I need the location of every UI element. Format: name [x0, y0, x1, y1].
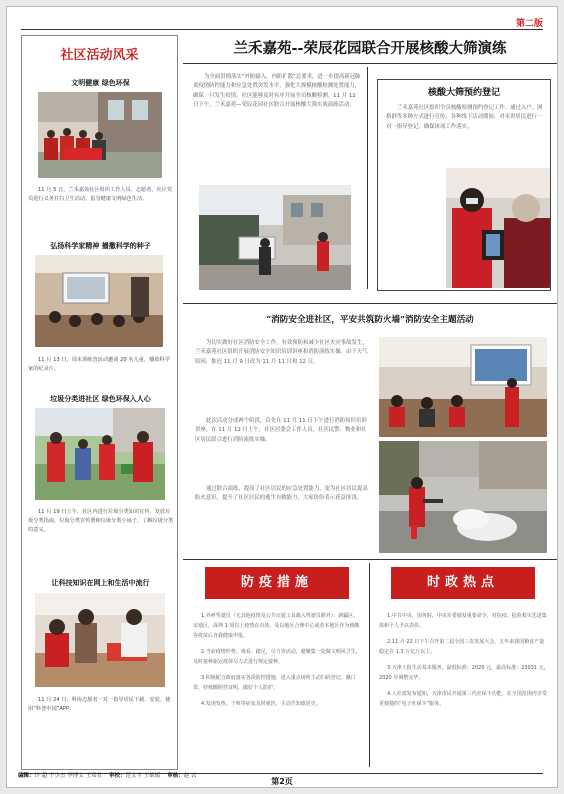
- cleanup-photo: [38, 92, 162, 178]
- section-rule: [183, 559, 557, 560]
- newspaper-page: [6, 6, 558, 788]
- article-text: 11 月 5 日，兰禾嘉苑社区组织工作人员、志愿者、社区党员进行义务打扫卫生活动，倡导健康文明绿色生活。: [28, 187, 173, 202]
- left-column-title: 社区活动风采: [60, 48, 139, 63]
- registration-photo: [446, 168, 550, 288]
- drill-photo: [199, 185, 351, 290]
- intro-text: 为全面贯彻落实“外防输入、内防扩散”总要求，进一步提高新冠肺炎疫情防控能力和应急处置突发水平，强化大规模核酸检测处置能力，确保一旦发生疫情，社区能够及时有序开展全员核酸检测。11 月 12 日下午，兰禾嘉苑—荣辰花园社区联合开展核酸大筛实战演练活动。: [193, 74, 361, 109]
- list-item: 2.11 月 22 日下午召开第二届全国三农发展大会，五年来我国粮食产量稳定在 1.3 万亿斤以上。: [379, 639, 545, 655]
- review-label: 审核：: [167, 773, 184, 779]
- headline-rule: [183, 63, 557, 64]
- article-text: 11 月 19 日上午，社区内进行垃圾分类知识宣传，发放垃圾分类指南，垃圾分类宣传册和垃圾分类小扇子，了解垃圾分类的意义。: [28, 509, 174, 533]
- review-name: 赵 云: [183, 773, 197, 779]
- list-item: 3.天津上报生活基本服务，最低标准：2020 元，最高标准：23031 元，2020 年调整完毕。: [379, 665, 549, 681]
- left-column: [21, 35, 178, 770]
- epidemic-list: [193, 611, 361, 715]
- epidemic-banner: 防疫措施: [205, 567, 349, 599]
- app-guidance-photo: [35, 593, 165, 687]
- list-item: 4.人社部发布通知，天津市民开通第三代社保卡功能，在全国范围内享受更便捷的“电子社保卡”服务。: [379, 691, 547, 707]
- fire-lecture-photo: [379, 337, 547, 437]
- registration-box: [377, 79, 551, 291]
- politics-banner: 时政热点: [391, 567, 535, 599]
- editor-label: 编辑：: [18, 773, 35, 779]
- editor-names: 许 超 于少杰 李博文 王邓君: [34, 773, 103, 779]
- garbage-sorting-photo: [35, 408, 165, 500]
- list-item: 2.当前疫情形势、观看、踏足，尽力等活动，避聚集一处做文明风卫生，及时接种新冠疫苗尽力去进行规定接种。: [193, 649, 361, 665]
- article-text: 11 月 24 日，科协志愿者一对一指导居民下载、安装、使用“科普中国”APP。: [28, 697, 171, 712]
- registration-text: 兰禾嘉苑社区组织全员核酸检测预约登记工作。通过入户、网格群等多种方式进行宣传，各种线下活动期间，对未讲居民进行一对一指导登记，确保该项工作落实。: [386, 105, 543, 130]
- edition-label: 第二版: [515, 19, 543, 29]
- fire-safety-text-2: 此次活动分成两个阶段，首先在 11 月 11 日下午进行消防知识培训讲座。在 11 月 12 日上午，社区居委会工作人员、社区民警、物业和社区居民联合进行消防演练实操。: [195, 418, 367, 443]
- fire-drill-photo: [379, 441, 547, 553]
- main-column: [183, 35, 557, 770]
- registration-title: 核酸大筛预约登记: [427, 88, 500, 98]
- classroom-photo: [35, 255, 163, 347]
- politics-list: [379, 611, 549, 715]
- fire-safety-text-1: 为切实做好社区消防安全工作，有效预防和减少社区火灾事故发生，兰禾嘉苑社区组织开展消防安全知识培训讲座和消防演练实操。由于天气原因，推迟 11 月 9 日改为 11 月 11 日和 12 日。: [195, 340, 368, 365]
- article-text: 11 月 13 日，周末训练营活动邀请 20 名儿童，播放科学家的纪录片。: [28, 357, 170, 372]
- list-item: 1.中共中央、国务院、中央军委颁发重要命令，对抗疫、抢险救灾先进集体和个人予以表彰。: [379, 613, 547, 629]
- section-rule: [183, 303, 557, 304]
- list-item: 4.发现发热、干咳等症状及时就医，主动告知旅居史。: [201, 701, 321, 707]
- article-heading: 弘扬科学家精神 播撒科学的种子: [50, 242, 151, 250]
- list-item: 1.外呼驾驶员（无其他疫情及公共交通工具载入驾驶员除外）：新疆区、宋通区、深圳 1 周以上疫情在有效，及以地区合理中心或者本地区作为核酸等疫苗后自我健康申报。: [193, 613, 360, 639]
- main-headline: 兰禾嘉苑--荣辰花园联合开展核酸大筛演练: [233, 40, 507, 57]
- proof-label: 审校：: [109, 773, 126, 779]
- top-rule: [21, 29, 543, 30]
- list-item: 3.积极配合政府落实各项防控措施，进入重点场所主动扫码登记、戴口罩，持核酸阴性证明，做好个人防护。: [193, 675, 356, 691]
- article-heading: 让科技知识在网上和生活中流行: [51, 579, 150, 587]
- fire-safety-text-3: 通过联合演练，提高了社区居民的应急处置能力，更为社区居民提高防火意识，提升了社区居民的逃生自救能力，大家纷纷表示获益匪浅。: [195, 486, 368, 502]
- article-heading: 文明健康 绿色环保: [71, 79, 130, 87]
- article-heading: 垃圾分类进社区 绿色环保入人心: [50, 395, 151, 403]
- column-divider: [369, 563, 370, 767]
- column-divider: [367, 67, 368, 289]
- proof-names: 范文平 王维媛: [125, 773, 161, 779]
- fire-safety-headline: “消防安全进社区，平安共筑防火墙”消防安全主题活动: [266, 315, 474, 325]
- page-number: 第2页: [271, 777, 293, 786]
